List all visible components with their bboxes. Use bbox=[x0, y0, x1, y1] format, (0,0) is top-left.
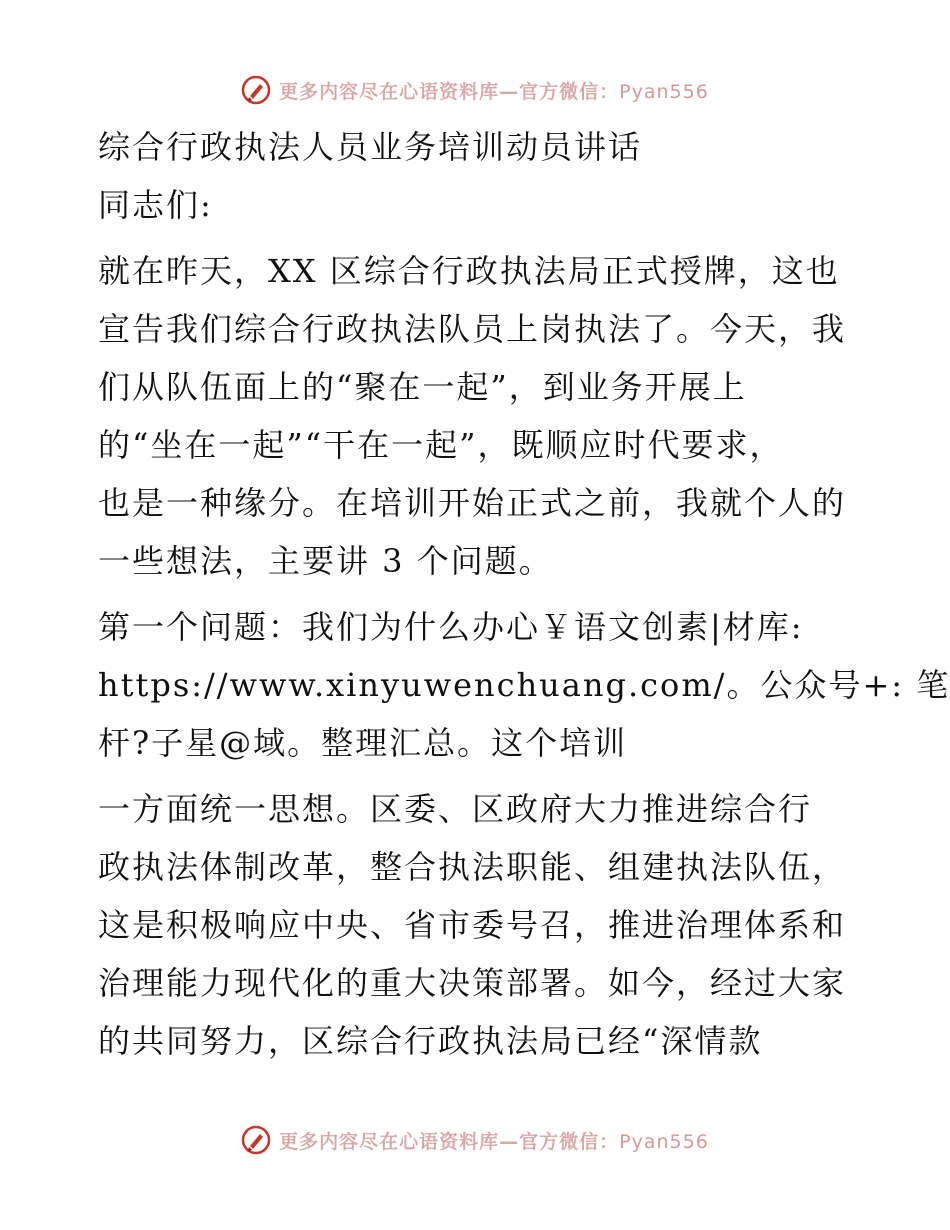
salutation: 同志们: bbox=[98, 186, 213, 224]
document-body bbox=[98, 118, 950, 1070]
watermark-text-cn: 更多内容尽在心语资料库—官方微信： bbox=[279, 80, 620, 103]
paragraph-line: 政执法体制改革，整合执法职能、组建执法队伍， bbox=[98, 848, 847, 886]
watermark-text bbox=[279, 1127, 709, 1154]
paragraph-line: 这是积极响应中央、省市委号召，推进治理体系和 bbox=[98, 906, 847, 944]
paragraph-line: 宣告我们综合行政执法队员上岗执法了。今天，我 bbox=[98, 310, 847, 348]
watermark-text-en: Pyan556 bbox=[619, 80, 709, 103]
header-watermark bbox=[0, 70, 950, 110]
paragraph-line: 治理能力现代化的重大决策部署。如今，经过大家 bbox=[98, 964, 847, 1002]
watermark-text bbox=[279, 77, 709, 104]
paragraph-line: 第一个问题：我们为什么办心￥语文创素|材库: bbox=[98, 608, 804, 646]
paragraph-line: 一些想法，主要讲 3 个问题。 bbox=[98, 542, 553, 580]
watermark-text-en: Pyan556 bbox=[619, 1130, 709, 1153]
paragraph-line: 也是一种缘分。在培训开始正式之前，我就个人的 bbox=[98, 484, 847, 522]
document-title: 综合行政执法人员业务培训动员讲话 bbox=[98, 128, 643, 166]
paragraph-line: 一方面统一思想。区委、区政府大力推进综合行 bbox=[98, 790, 813, 828]
paragraph-line: 们从队伍面上的“聚在一起”，到业务开展上 bbox=[98, 368, 747, 406]
paragraph-line: 杆?子星@域。整理汇总。这个培训 bbox=[98, 724, 628, 762]
paragraph-line: 的“坐在一起”“干在一起”，既顺应时代要求， bbox=[98, 426, 784, 464]
paragraph-line: 就在昨天，XX 区综合行政执法局正式授牌，这也 bbox=[98, 252, 840, 290]
watermark-text-cn: 更多内容尽在心语资料库—官方微信： bbox=[279, 1130, 620, 1153]
paragraph-line: https://www.xinyuwenchuang.com/。公众号+: 笔 bbox=[98, 666, 950, 704]
pen-seal-icon bbox=[241, 75, 271, 105]
pen-seal-icon bbox=[241, 1125, 271, 1155]
footer-watermark bbox=[0, 1120, 950, 1160]
paragraph-line: 的共同努力，区综合行政执法局已经“深情款 bbox=[98, 1022, 763, 1060]
